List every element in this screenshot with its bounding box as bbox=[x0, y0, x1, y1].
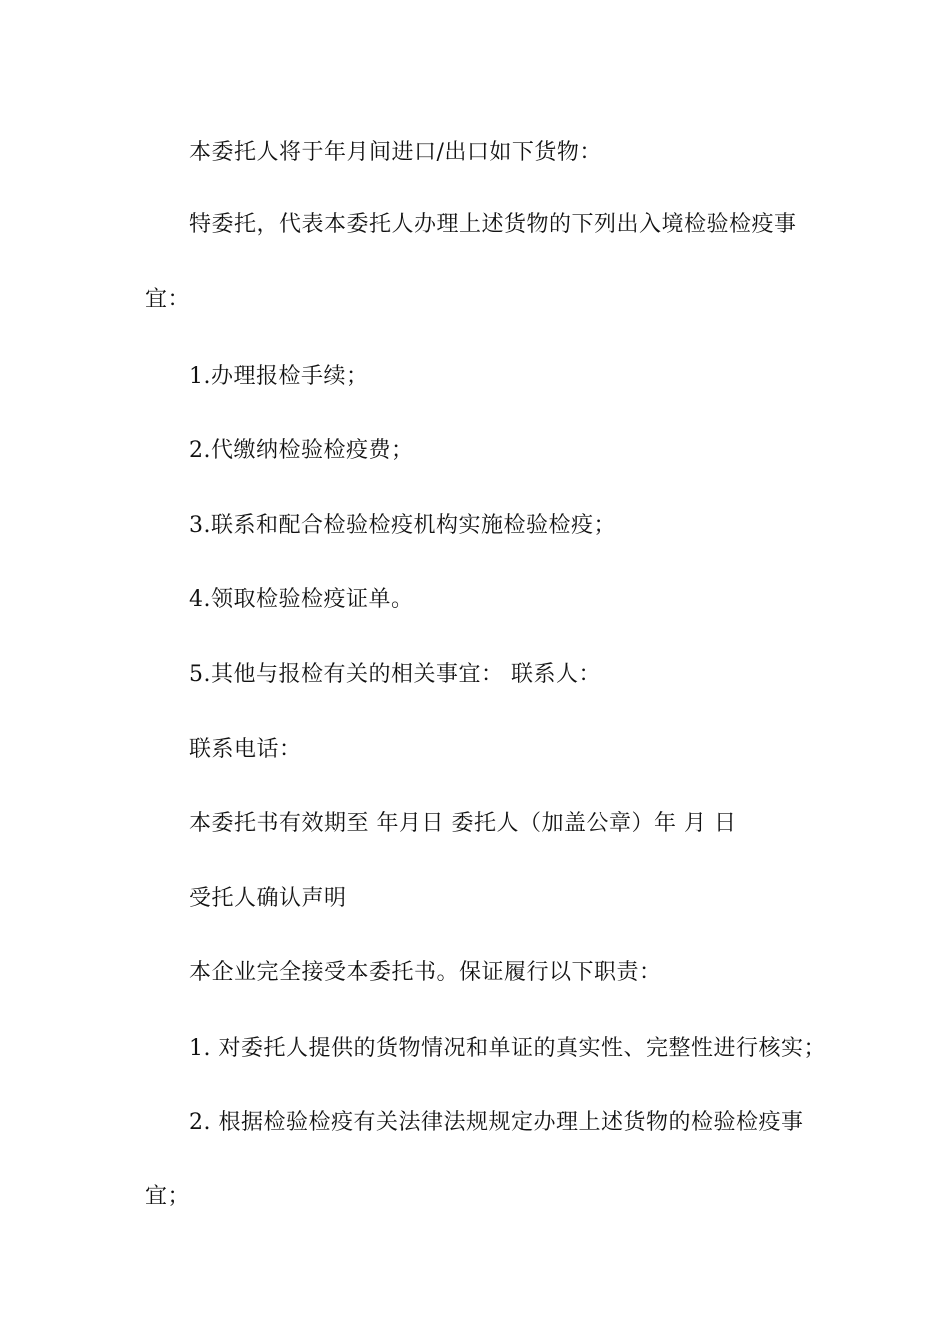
list-item-5: 5.其他与报检有关的相关事宜： 联系人： bbox=[189, 662, 601, 687]
list-item-1: 1.办理报检手续； bbox=[189, 364, 369, 389]
duty-item-2-continued: 宜； bbox=[145, 1184, 191, 1209]
contact-phone: 联系电话： bbox=[189, 737, 302, 762]
validity-line: 本委托书有效期至 年月日 委托人（加盖公章）年 月 日 bbox=[189, 811, 737, 836]
list-item-3: 3.联系和配合检验检疫机构实施检验检疫； bbox=[189, 513, 616, 538]
list-item-2: 2.代缴纳检验检疫费； bbox=[189, 438, 414, 463]
list-item-4: 4.领取检验检疫证单。 bbox=[189, 587, 414, 612]
paragraph-entrust: 特委托，代表本委托人办理上述货物的下列出入境检验检疫事 bbox=[189, 212, 797, 237]
section-heading: 受托人确认声明 bbox=[189, 886, 347, 911]
paragraph-import-export: 本委托人将于年月间进口/出口如下货物： bbox=[189, 140, 602, 165]
paragraph-accept: 本企业完全接受本委托书。保证履行以下职责： bbox=[189, 960, 662, 985]
duty-item-2: 2. 根据检验检疫有关法律法规规定办理上述货物的检验检疫事 bbox=[189, 1110, 804, 1135]
paragraph-entrust-continued: 宜： bbox=[145, 287, 191, 312]
duty-item-1: 1. 对委托人提供的货物情况和单证的真实性、完整性进行核实； bbox=[189, 1036, 826, 1061]
